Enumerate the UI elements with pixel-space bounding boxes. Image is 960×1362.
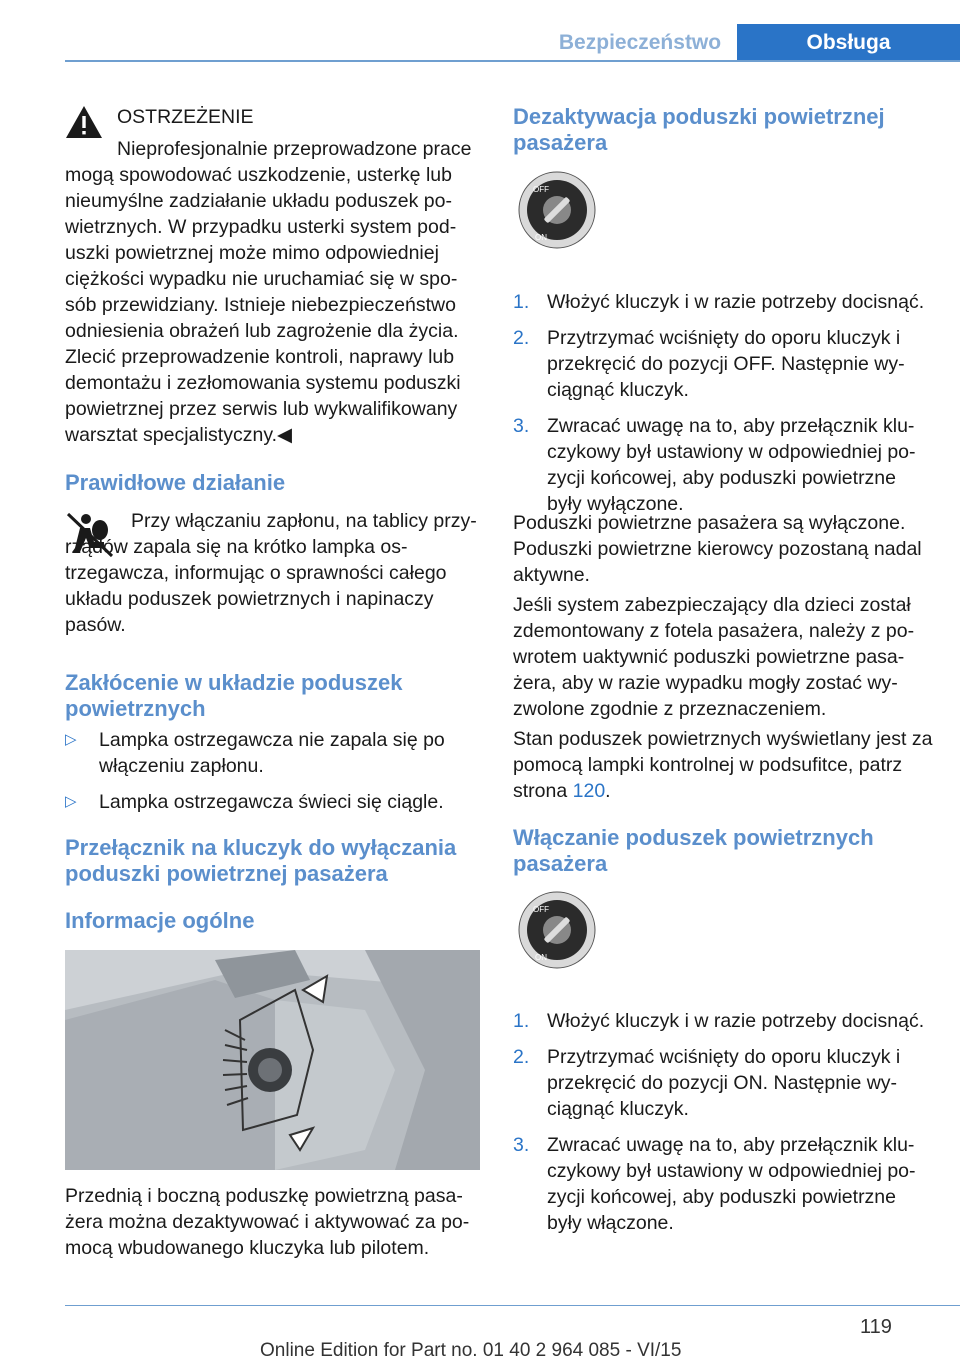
fault-list — [65, 727, 480, 825]
bullet-icon: ▷ — [65, 793, 77, 810]
step-number: 1. — [513, 291, 530, 313]
heading-activate: Włączanie poduszek powietrznych pasażera — [513, 825, 874, 876]
list-item — [65, 789, 480, 815]
step-text: Przytrzymać wciśnięty do oporu kluczyk i przekręcić do pozycji ON. Następnie wyciągnąć kluczyk. — [547, 1046, 901, 1120]
key-switch-photo — [65, 950, 480, 1170]
header-tab-operation[interactable]: Obsługa — [737, 24, 960, 62]
heading-deactivate: Dezaktywacja poduszki powietrznej pasażera — [513, 104, 885, 155]
warning-triangle-icon — [64, 104, 104, 140]
deactivate-para-3 — [513, 726, 933, 804]
bullet-icon: ▷ — [65, 731, 77, 748]
list-item — [65, 727, 480, 779]
footer-rule — [65, 1305, 960, 1306]
step-text: Przytrzymać wciśnięty do oporu kluczyk i przekręcić do pozycji OFF. Następnie wyciągnąć kluczyk. — [547, 327, 905, 401]
deactivate-steps — [513, 289, 933, 527]
list-item — [513, 289, 933, 315]
list-item — [513, 1132, 933, 1236]
knob-on-label: ON — [535, 233, 547, 242]
knob-off-label: OFF — [533, 905, 549, 914]
activate-steps — [513, 1008, 933, 1246]
header-tab-safety[interactable]: Bezpieczeństwo — [558, 31, 722, 54]
header-rule — [65, 60, 960, 62]
key-switch-off-illustration — [517, 170, 597, 250]
step-text: Zwracać uwagę na to, aby przełącznik kluczykowy był ustawiony w odpowiedniej pozycji końcowej, aby poduszki powietrzne były włączone. — [547, 1134, 916, 1234]
knob-on-label: ON — [535, 953, 547, 962]
step-text: Włożyć kluczyk i w razie potrzeby docisnąć. — [547, 291, 925, 313]
para3-text: Stan poduszek powietrznych wyświetlany jest za pomocą lampki kontrolnej w podsufitce, patrz strona — [513, 728, 933, 802]
list-item — [513, 325, 933, 403]
heading-general-info: Informacje ogólne — [65, 908, 255, 933]
list-item — [513, 1044, 933, 1122]
deactivate-para-1: Poduszki powietrzne pasażera są wyłączone. Poduszki powietrzne kierowcy pozostaną nadal aktywne. — [513, 512, 922, 586]
step-text: Zwracać uwagę na to, aby przełącznik kluczykowy był ustawiony w odpowiedniej pozycji końcowej, aby poduszki powietrzne były wyłączone. — [547, 415, 916, 515]
step-number: 2. — [513, 1046, 530, 1068]
warning-title: OSTRZEŻENIE — [117, 106, 254, 128]
heading-airbag-fault: Zakłócenie w układzie poduszek powietrznych — [65, 670, 403, 721]
step-number: 3. — [513, 1134, 530, 1156]
switch-general-text: Przednią i boczną poduszkę powietrzną pasażera można dezaktywować i aktywować za pomocą wbudowanego kluczyka lub pilotem. — [65, 1185, 470, 1259]
page-number: 119 — [860, 1316, 892, 1338]
para3-end: . — [605, 780, 611, 802]
warning-text: Nieprofesjonalnie przeprowadzone prace mogą spowodować uszkodzenie, usterkę lub nieumyślne zadziałanie układu poduszek powietrznych. W przypadku usterki system poduszki powietrznej może mimo odpowiedniej ciężkości wypadku nie uruchamiać się w sposób przewidziany. Istnieje niebezpieczeństwo odniesienia obrażeń lub zagrożenie dla życia. Zlecić przeprowadzenie kontroli, naprawy lub demontażu i zezłomowania systemu poduszki powietrznej przez serwis lub wykwalifikowany warsztat specjalistyczny.◀ — [65, 138, 472, 446]
step-number: 2. — [513, 327, 530, 349]
proper-operation-text: Przy włączaniu zapłonu, na tablicy przyrządów zapala się na krótko lampka ostrzegawcza, informując o sprawności całego układu poduszek powietrznych i napinaczy pasów. — [65, 510, 477, 636]
step-number: 3. — [513, 415, 530, 437]
heading-key-switch: Przełącznik na kluczyk do wyłączania poduszki powietrznej pasażera — [65, 835, 457, 886]
page-ref-link[interactable]: 120 — [572, 780, 606, 802]
list-item — [513, 413, 933, 517]
heading-proper-operation: Prawidłowe działanie — [65, 470, 286, 495]
fault-item-1: Lampka ostrzegawcza nie zapala się po włączeniu zapłonu. — [99, 729, 445, 777]
fault-item-2: Lampka ostrzegawcza świeci się ciągle. — [99, 791, 444, 813]
step-number: 1. — [513, 1010, 530, 1032]
list-item — [513, 1008, 933, 1034]
key-switch-on-illustration — [517, 890, 597, 970]
deactivate-para-2: Jeśli system zabezpieczający dla dzieci został zdemontowany z fotela pasażera, należy z powrotem uaktywnić poduszki powietrzne pasażera, aby w razie wypadku mogły zostać wyzwolone zgodnie z przeznaczeniem. — [513, 594, 915, 720]
step-text: Włożyć kluczyk i w razie potrzeby docisnąć. — [547, 1010, 925, 1032]
knob-off-label: OFF — [533, 185, 549, 194]
edition-note: Online Edition for Part no. 01 40 2 964 085 - VI/15 — [260, 1340, 682, 1361]
